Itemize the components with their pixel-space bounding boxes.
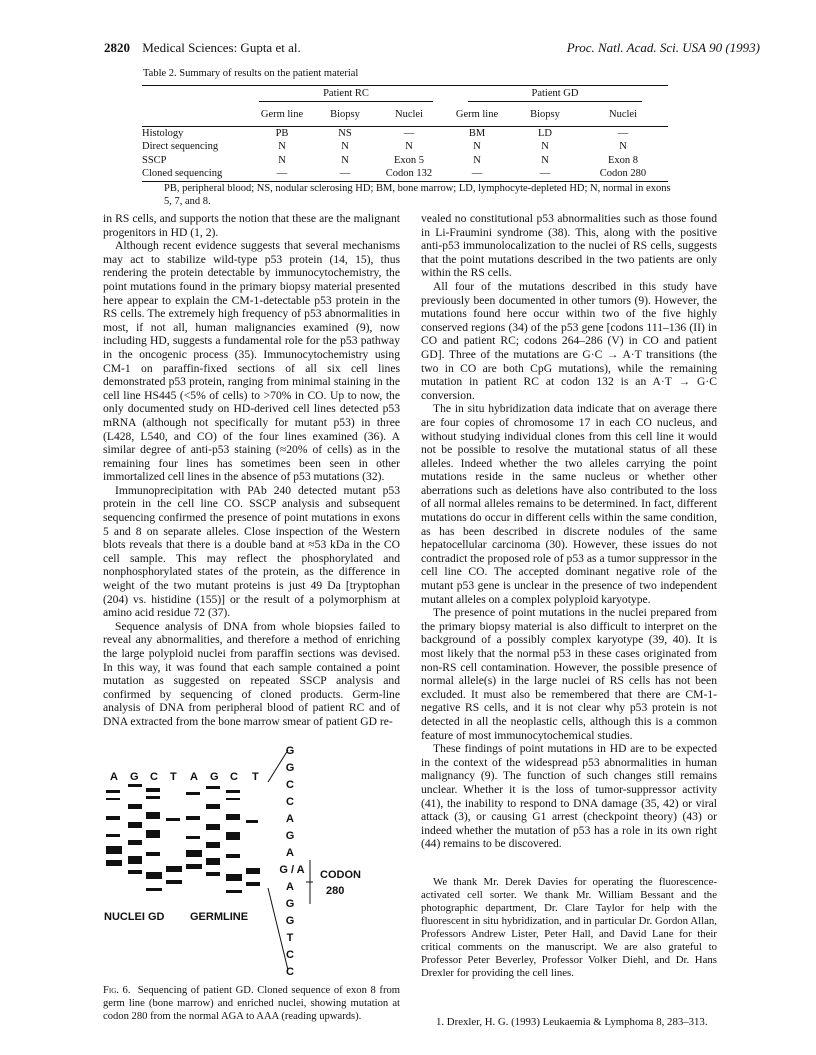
table-subheader: Nuclei [376,104,442,127]
sequence-base: T [286,932,294,944]
lane-letter: C [230,771,238,783]
paragraph: Immunoprecipitation with PAb 240 detected mutant p53 protein in the cell line CO. SSCP analysis and subsequent sequencing confirmed the presence of point mutations in exons 5 and 8 on separate alleles. Close inspection of the Western blots reveals that there is a double band at ≈53 kDa in the CO cell sample. This may reflect the phosphorylated and nonphosphorylated states of the protein, as the difference in weight of the two mutant proteins is just 49 Da [tryptophan (204) vs. histidine (155)] or the result of a polymorphism at amino acid residue 72 (37). [103,483,400,620]
table-footnote: PB, peripheral blood; NS, nodular sclerosing HD; BM, bone marrow; LD, lymphocyte-depleted HD; N, normal in exons 5, 7, and 8. [164,183,671,207]
sequencing-gel-figure [100,742,370,978]
results-table [142,85,668,182]
sequence-base: C [286,949,294,961]
sequence-base: G [285,762,295,774]
acknowledgment: We thank Mr. Derek Davies for operating the fluorescence-activated cell sorter. We thank Mr. William Bessant and the photographic department, Dr. Clare Taylor for help with the fluorescent in situ hybridization, and in particular Dr. Gordon Allan, Professors Andrew Lister, Peter Hall, and David Lane for their critical comments on the manuscript. We are also grateful to Professor Peter Beverley, Professor Volker Diehl, and Dr. Hans Drexler for providing the cell lines. [421,876,717,979]
lane-letter: G [130,771,139,783]
table-subheader: Nuclei [578,104,668,127]
table-subheader: Biopsy [512,104,578,127]
lane-letter: A [110,771,118,783]
paragraph: vealed no constitutional p53 abnormalities such as those found in Li-Fraumini syndrome (38). This, along with the positive anti-p53 immunolocalization to the nuclei of RS cells, suggests that the point mutations described in the two patients are only within the RS cells. [421,212,717,280]
sequence-base: G / A [279,864,305,876]
reference-item: 1. Drexler, H. G. (1993) Leukaemia & Lymphoma 8, 283–313. [436,1016,708,1028]
table-subheader: Biopsy [314,104,376,127]
lane-letter: G [210,771,219,783]
table-caption: Table 2. Summary of results on the patient material [143,68,359,79]
running-header-left [104,40,301,56]
sequence-base: A [286,847,294,859]
table-row: SSCP N N Exon 5 N N Exon 8 [142,154,639,166]
lane-letter: T [252,771,259,783]
sequence-base: C [286,796,294,808]
running-title: Medical Sciences: Gupta et al. [142,40,301,55]
table-row: Histology PB NS — BM LD — [142,127,629,139]
figure-label: Fig. 6. [103,985,131,996]
paragraph: Sequence analysis of DNA from whole biopsies failed to reveal any abnormalities, and therefore a method of enriching the large polyploid nuclei from paraffin sections was devised. In this way, it was found that each sample contained a point mutation as suggested on repeated SSCP analysis and confirmed by sequencing of cloned products. Germ-line analysis of DNA from peripheral blood of patient RC and of DNA extracted from the bone marrow smear of patient GD re- [103,619,400,728]
lane-group-label: GERMLINE [190,911,249,923]
lane-letter: T [170,771,177,783]
sequence-base: C [286,779,294,791]
table-row: Direct sequencing N N N N N N [142,141,627,153]
figure-caption [103,985,400,1023]
paragraph: The in situ hybridization data indicate that on average there are four copies of chromosome 17 in each CO nucleus, and without studying individual clones from this cell line it would not be possible to resolve the mutational status of all these alleles. Indeed whether the two alleles carrying the point mutations reside in the same nucleus or whether other aberrations such as deletions have also contributed to the loss of all normal alleles remains to be determined. In fact, different mutations do occur in different cells within the same condition, as has been described in discrete nodules of the same hepatocellular carcinoma (30). However, these issues do not contradict the proposed role of p53 as a tumor suppressor in the cell line CO. The accepted dominant negative role of the mutant p53 gene is unclear in the presence of two independent mutant alleles on a complex polyploid karyotype. [421,402,717,606]
figure-caption-text: Sequencing of patient GD. Cloned sequence of exon 8 from germ line (bone marrow) and enriched nuclei, showing mutation at codon 280 from the normal AGA to AAA (reading upwards). [103,985,401,1022]
page-number: 2820 [104,40,130,55]
journal-citation: Proc. Natl. Acad. Sci. USA 90 (1993) [566,40,760,55]
sequence-base: A [286,881,294,893]
sequencing-gel-image [100,742,370,978]
paragraph: All four of the mutations described in this study have previously been documented in other tumors (9). However, the mutations found here occur within two of the five highly conserved regions (34) of the p53 gene [codons 111–136 (II) in CO and patient RC; codons 264–286 (V) in CO and patient GD]. Three of the mutations are G·C → A·T transitions (the two in CO are both CpG mutations), while the remaining mutation in patient RC at codon 132 is an A·T → G·C conversion. [421,279,717,402]
paragraph: The presence of point mutations in the nuclei prepared from the primary biopsy material is also difficult to interpret on the background of a possibly complex karyotype (39, 40). It is most likely that the normal p53 in these cases originated from non-RS cell contamination. However, the possible presence of normal allele(s) in the large nuclei of RS cells has not been excluded. It must also be remembered that there are CM-1-negative RS cells, and it is not clear why p53 protein is not detected in all the neoplastic cells, although this is a common feature of most immunocytochemical studies. [421,606,717,742]
codon-label: CODON [320,869,361,881]
table-group-header: Patient RC [250,86,442,104]
sequence-base: G [285,898,295,910]
sequence-base: A [286,813,294,825]
table-subheader: Germ line [250,104,314,127]
table-subheader: Germ line [442,104,512,127]
lane-group-label: NUCLEI GD [104,911,165,923]
paragraph: These findings of point mutations in HD are to be expected in the context of the widespread p53 abnormalities in human malignancy (9). The function of such changes still remains unclear. Whether it is the loss of tumor-suppressor activity (41), the inability to respond to DNA damage (35, 42) or viral attack (3), or causing G1 arrest (checkpoint theory) (43) or indeed whether the mutation of p53 has a role in its own right (44) remains to be discovered. [421,742,717,851]
sequence-base: G [285,745,295,757]
paragraph: in RS cells, and supports the notion that these are the malignant progenitors in HD (1, 2). [103,212,400,239]
left-column [103,212,400,729]
codon-number: 280 [326,885,345,897]
sequence-base: C [286,966,294,978]
table-group-header: Patient GD [442,86,668,104]
table-row: Cloned sequencing — — Codon 132 — — Codon 280 [142,167,668,181]
lane-letter: A [190,771,198,783]
paragraph: Although recent evidence suggests that several mechanisms may act to stabilize wild-type p53 protein (14, 15), thus rendering the protein detectable by immunocytochemistry, the point mutations found in the primary biopsy material presented here appear to explain the CM-1-detectable p53 protein in the RS cells. The extremely high frequency of p53 abnormalities in most, if not all, human malignancies examined (9), now including HD, suggests a fundamental role for the p53 pathway in the oncogenic process (35). Immunocytochemistry using CM-1 on paraffin-fixed sections of all six cell lines demonstrated p53 protein, ranging from minimal staining in the cell line HS445 (<5% of cells) to >70% in CO. Up to now, the only documented study on HD-derived cell lines detected p53 mRNA (although not specifically for mutant p53) in three (L428, L540, and CO) of the four lines examined (36). A similar degree of anti-p53 staining (≈20% of cells) as in the remaining four lines has sometimes been seen in other immortalized cell lines in the absence of p53 mutations (32). [103,239,400,484]
sequence-base: G [285,915,295,927]
lane-letter: C [150,771,158,783]
right-column [421,212,717,851]
sequence-base: G [285,830,295,842]
